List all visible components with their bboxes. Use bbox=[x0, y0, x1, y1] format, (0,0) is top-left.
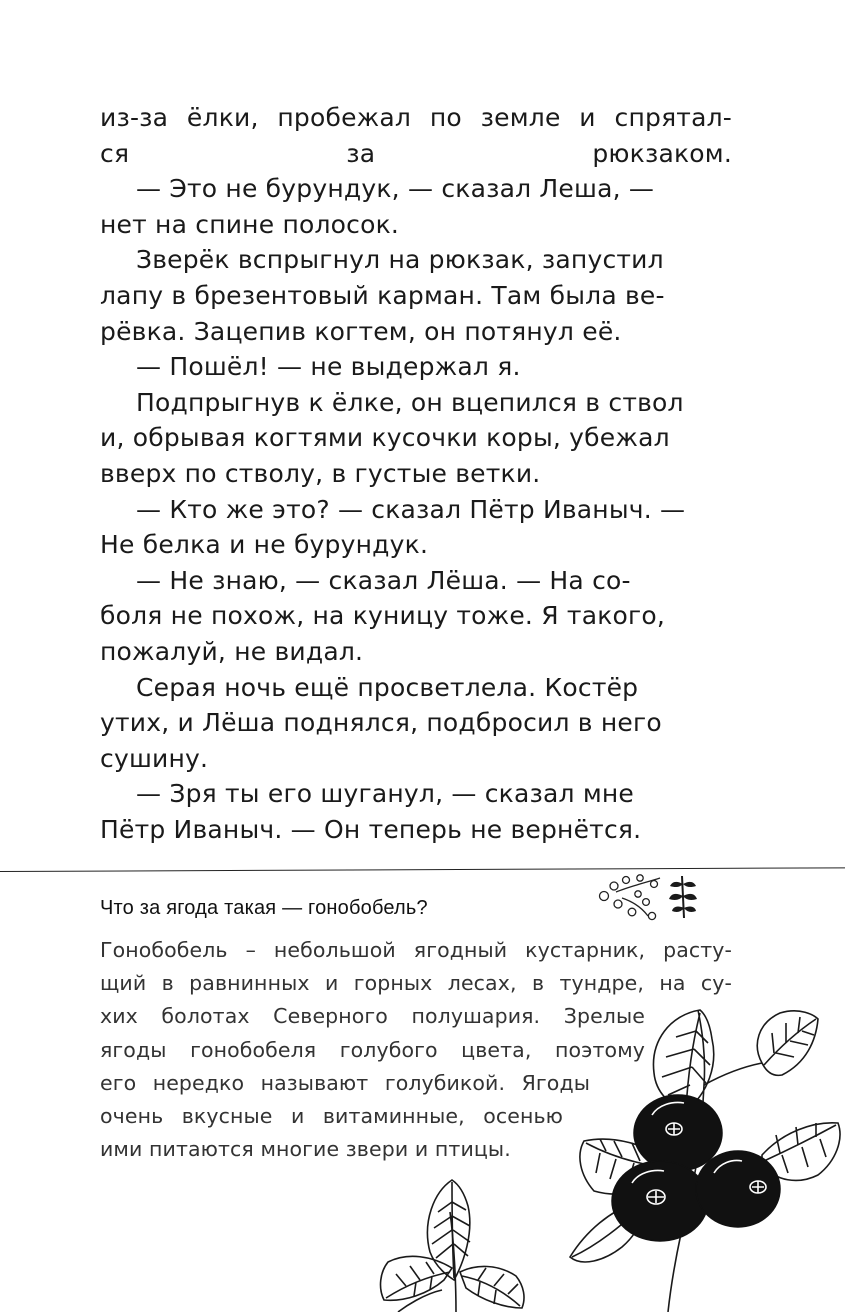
line: Не белка и не бурундук. bbox=[100, 530, 429, 560]
line: Подпрыгнув к ёлке, он вцепился в ствол bbox=[136, 387, 684, 417]
line: сушину. bbox=[100, 743, 209, 773]
line: — Кто же это? — сказал Пётр Иваныч. — bbox=[136, 494, 686, 524]
line: утих, и Лёша поднялся, подбросил в него bbox=[100, 708, 662, 738]
sidebar-line: щий в равнинных и горных лесах, в тундре, на су- bbox=[100, 971, 732, 996]
sidebar-line: хих болотах Северного полушария. Зрелые bbox=[100, 1004, 645, 1029]
line: лапу в брезентовый карман. Там была ве- bbox=[100, 280, 665, 310]
sidebar-line: очень вкусные и витаминные, осенью bbox=[100, 1104, 563, 1129]
line: и, обрывая когтями кусочки коры, убежал bbox=[100, 423, 670, 453]
paragraph-7 bbox=[100, 563, 732, 670]
paragraph-9 bbox=[100, 776, 732, 847]
sidebar-line: ими питаются многие звери и птицы. bbox=[100, 1137, 511, 1162]
section-divider bbox=[0, 867, 845, 872]
line: — Зря ты его шуганул, — сказал мне bbox=[136, 779, 635, 809]
blueberry-branch-illustration bbox=[562, 1005, 845, 1312]
line: Серая ночь ещё просветлела. Костёр bbox=[136, 672, 639, 702]
paragraph-4 bbox=[100, 349, 732, 385]
paragraph-5 bbox=[100, 385, 732, 492]
sidebar-line: его нередко называют голубикой. Ягоды bbox=[100, 1070, 590, 1095]
line: Пётр Иваныч. — Он теперь не вернётся. bbox=[100, 814, 642, 844]
sidebar-title: Что за ягода такая — гонобобель? bbox=[100, 897, 428, 919]
paragraph-6 bbox=[100, 492, 732, 563]
story-text bbox=[100, 100, 732, 847]
line: нет на спине полосок. bbox=[100, 209, 400, 239]
paragraph-8 bbox=[100, 670, 732, 777]
line: вверх по стволу, в густые ветки. bbox=[100, 458, 541, 488]
line: боля не похож, на куницу тоже. Я такого, bbox=[100, 601, 665, 631]
paragraph-1 bbox=[100, 100, 732, 171]
line: из-за ёлки, пробежал по земле и спрятал- bbox=[100, 103, 732, 132]
line: — Это не бурундук, — сказал Леша, — bbox=[136, 174, 655, 204]
sidebar-line: Гонобобель – небольшой ягодный кустарник, расту- bbox=[100, 938, 732, 962]
paragraph-2 bbox=[100, 171, 732, 242]
berry-sprig-icon bbox=[596, 872, 706, 924]
line: ся за рюкзаком. bbox=[100, 138, 732, 168]
line: Зверёк вспрыгнул на рюкзак, запустил bbox=[136, 245, 664, 275]
paragraph-3 bbox=[100, 242, 732, 349]
blueberry-leaves-illustration bbox=[372, 1172, 537, 1312]
line: рёвка. Зацепив когтем, он потянул её. bbox=[100, 316, 622, 346]
line: пожалуй, не видал. bbox=[100, 636, 364, 666]
sidebar-line: ягоды гонобобеля голубого цвета, поэтому bbox=[100, 1037, 645, 1062]
line: — Пошёл! — не выдержал я. bbox=[136, 352, 521, 382]
line: — Не знаю, — сказал Лёша. — На со- bbox=[136, 565, 631, 595]
